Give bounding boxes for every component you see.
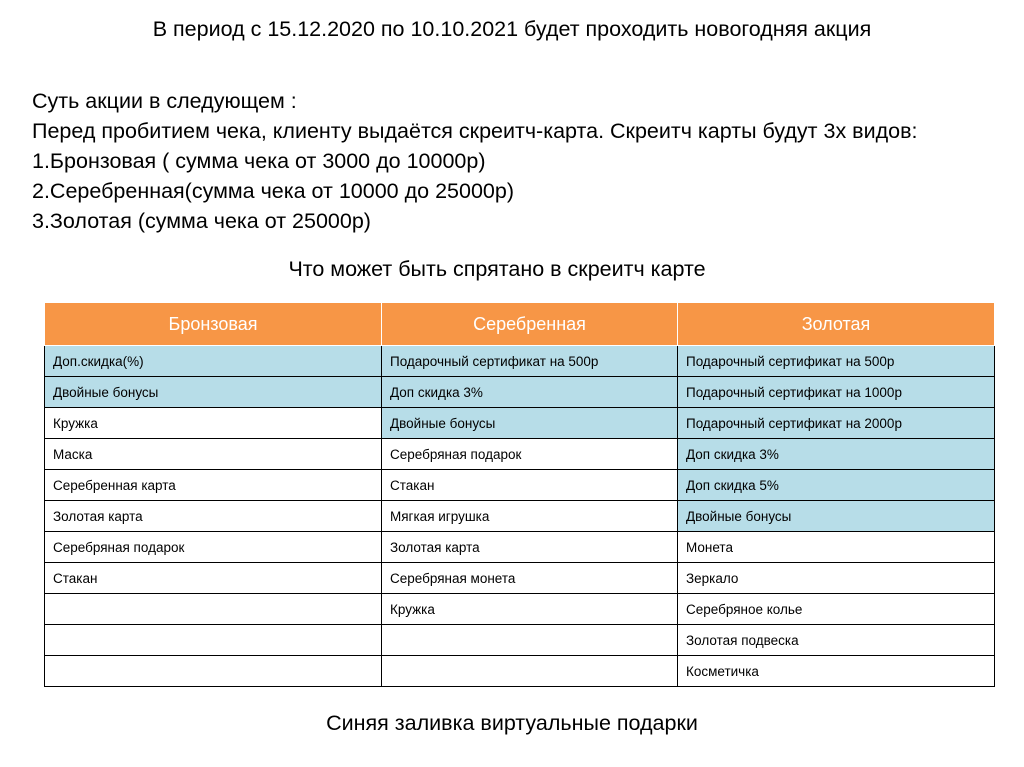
table-cell-bronze: Маска xyxy=(45,439,382,470)
table-row xyxy=(45,408,995,439)
column-header-bronze: Бронзовая xyxy=(45,303,382,346)
table-cell-bronze: Золотая карта xyxy=(45,501,382,532)
table-cell-bronze xyxy=(45,625,382,656)
table-cell-silver: Серебряная монета xyxy=(382,563,678,594)
table-cell-gold: Монета xyxy=(678,532,995,563)
table-cell-silver: Серебряная подарок xyxy=(382,439,678,470)
table-cell-gold: Доп скидка 5% xyxy=(678,470,995,501)
intro-line: Суть акции в следующем : xyxy=(32,89,297,113)
table-cell-gold: Косметичка xyxy=(678,656,995,687)
table-cell-bronze: Серебряная подарок xyxy=(45,532,382,563)
table-cell-gold: Серебряное колье xyxy=(678,594,995,625)
column-header-silver: Серебренная xyxy=(382,303,678,346)
legend-note: Синяя заливка виртуальные подарки xyxy=(326,711,698,735)
table-cell-gold: Подарочный сертификат на 500р xyxy=(678,346,995,377)
table-cell-gold: Золотая подвеска xyxy=(678,625,995,656)
table-cell-silver: Золотая карта xyxy=(382,532,678,563)
intro-line: 2.Серебренная(сумма чека от 10000 до 25000р) xyxy=(32,179,514,203)
table-cell-silver: Подарочный сертификат на 500р xyxy=(382,346,678,377)
table-cell-gold: Подарочный сертификат на 1000р xyxy=(678,377,995,408)
table-title: Что может быть спрятано в скреитч карте xyxy=(288,257,706,281)
table-cell-bronze: Двойные бонусы xyxy=(45,377,382,408)
intro-line: Перед пробитием чека, клиенту выдаётся скреитч-карта. Скреитч карты будут 3х видов: xyxy=(32,119,918,143)
table-cell-silver xyxy=(382,625,678,656)
table-cell-bronze: Серебренная карта xyxy=(45,470,382,501)
table-cell-silver: Двойные бонусы xyxy=(382,408,678,439)
table-cell-gold: Подарочный сертификат на 2000р xyxy=(678,408,995,439)
table-row xyxy=(45,439,995,470)
table-row xyxy=(45,377,995,408)
intro-line: 1.Бронзовая ( сумма чека от 3000 до 10000р) xyxy=(32,149,486,173)
table-row xyxy=(45,594,995,625)
table-row xyxy=(45,470,995,501)
table-row xyxy=(45,346,995,377)
table-cell-silver: Мягкая игрушка xyxy=(382,501,678,532)
table-cell-bronze: Стакан xyxy=(45,563,382,594)
table-row xyxy=(45,501,995,532)
table-cell-gold: Зеркало xyxy=(678,563,995,594)
table-row xyxy=(45,656,995,687)
table-cell-gold: Двойные бонусы xyxy=(678,501,995,532)
table-cell-bronze: Кружка xyxy=(45,408,382,439)
table-cell-silver: Стакан xyxy=(382,470,678,501)
prizes-table xyxy=(44,302,995,687)
table-cell-silver: Доп скидка 3% xyxy=(382,377,678,408)
column-header-gold: Золотая xyxy=(678,303,995,346)
table-cell-silver: Кружка xyxy=(382,594,678,625)
table-row xyxy=(45,563,995,594)
table-cell-silver xyxy=(382,656,678,687)
table-row xyxy=(45,625,995,656)
table-cell-bronze: Доп.скидка(%) xyxy=(45,346,382,377)
table-row xyxy=(45,532,995,563)
promo-description xyxy=(32,86,918,236)
table-cell-gold: Доп скидка 3% xyxy=(678,439,995,470)
table-cell-bronze xyxy=(45,594,382,625)
table-header-row xyxy=(45,303,995,346)
intro-line: 3.Золотая (сумма чека от 25000р) xyxy=(32,209,371,233)
table-cell-bronze xyxy=(45,656,382,687)
page-title: В период с 15.12.2020 по 10.10.2021 будет проходить новогодняя акция xyxy=(152,17,872,41)
table-body xyxy=(45,346,995,687)
